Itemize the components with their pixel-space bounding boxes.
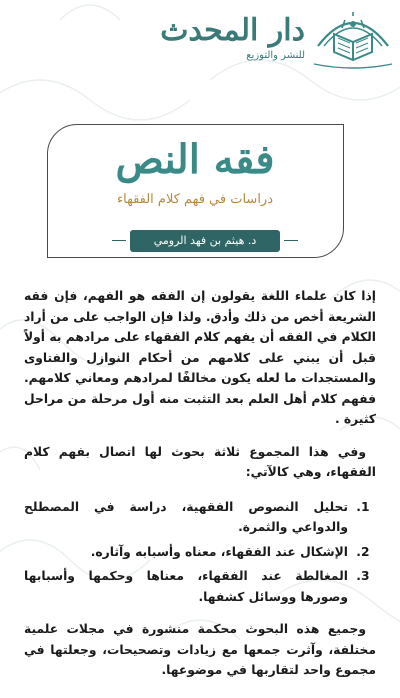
intro-paragraph: إذا كان علماء اللغة يقولون إن الفقه هو الفهم، فإن فقه الشريعة أخص من ذلك وأدق. ولذا فإن الواجب على من أراد الكلام في الفقه أن يفهم كلام الفقهاء على مرادهم به أولاً قبل أن يبني على كلامهم من أحكام النوازل والفتاوى والمستجدات ما لعله يكون مخالفًا لمرادهم ومعاني كلامهم. ففهم كلام أهل العلم بعد التثبت منه أول مرحلة من مراحل كثيرة .: [24, 289, 376, 426]
publisher-header: [0, 0, 400, 80]
list-item: 3. المغالطة عند الفقهاء، معناها وحكمها وأسبابها وصورها ووسائل كشفها.: [24, 566, 352, 607]
lead-paragraph: وفي هذا المجموع ثلاثة بحوث لها اتصال بفهم كلام الفقهاء، وهي كالآتي:: [24, 444, 376, 479]
book-title: فقه النص: [115, 136, 275, 183]
list-item: 1. تحليل النصوص الفقهية، دراسة في المصطلح والدواعي والثمرة.: [24, 497, 352, 538]
quran-book-emblem-icon: [312, 6, 394, 70]
publisher-name: دار المحدث: [160, 13, 305, 48]
book-subtitle: دراسات في فهم كلام الفقهاء: [117, 192, 273, 207]
research-list: [24, 497, 376, 608]
list-item: 2. الإشكال عند الفقهاء، معناه وأسبابه وآثاره.: [24, 542, 352, 563]
closing-paragraph: وجميع هذه البحوث محكمة منشورة في مجلات علمية مختلفة، وآثرت جمعها مع زيادات وتصحيحات، وجعلتها في مجموع واحد لتقاربها في موضوعها.: [24, 622, 376, 677]
author-badge: د. هيثم بن فهد الرومي: [130, 230, 280, 252]
book-description: [24, 286, 376, 681]
publisher-tagline: للنشر والتوزيع: [246, 50, 305, 61]
publisher-logo-text: [150, 14, 305, 62]
